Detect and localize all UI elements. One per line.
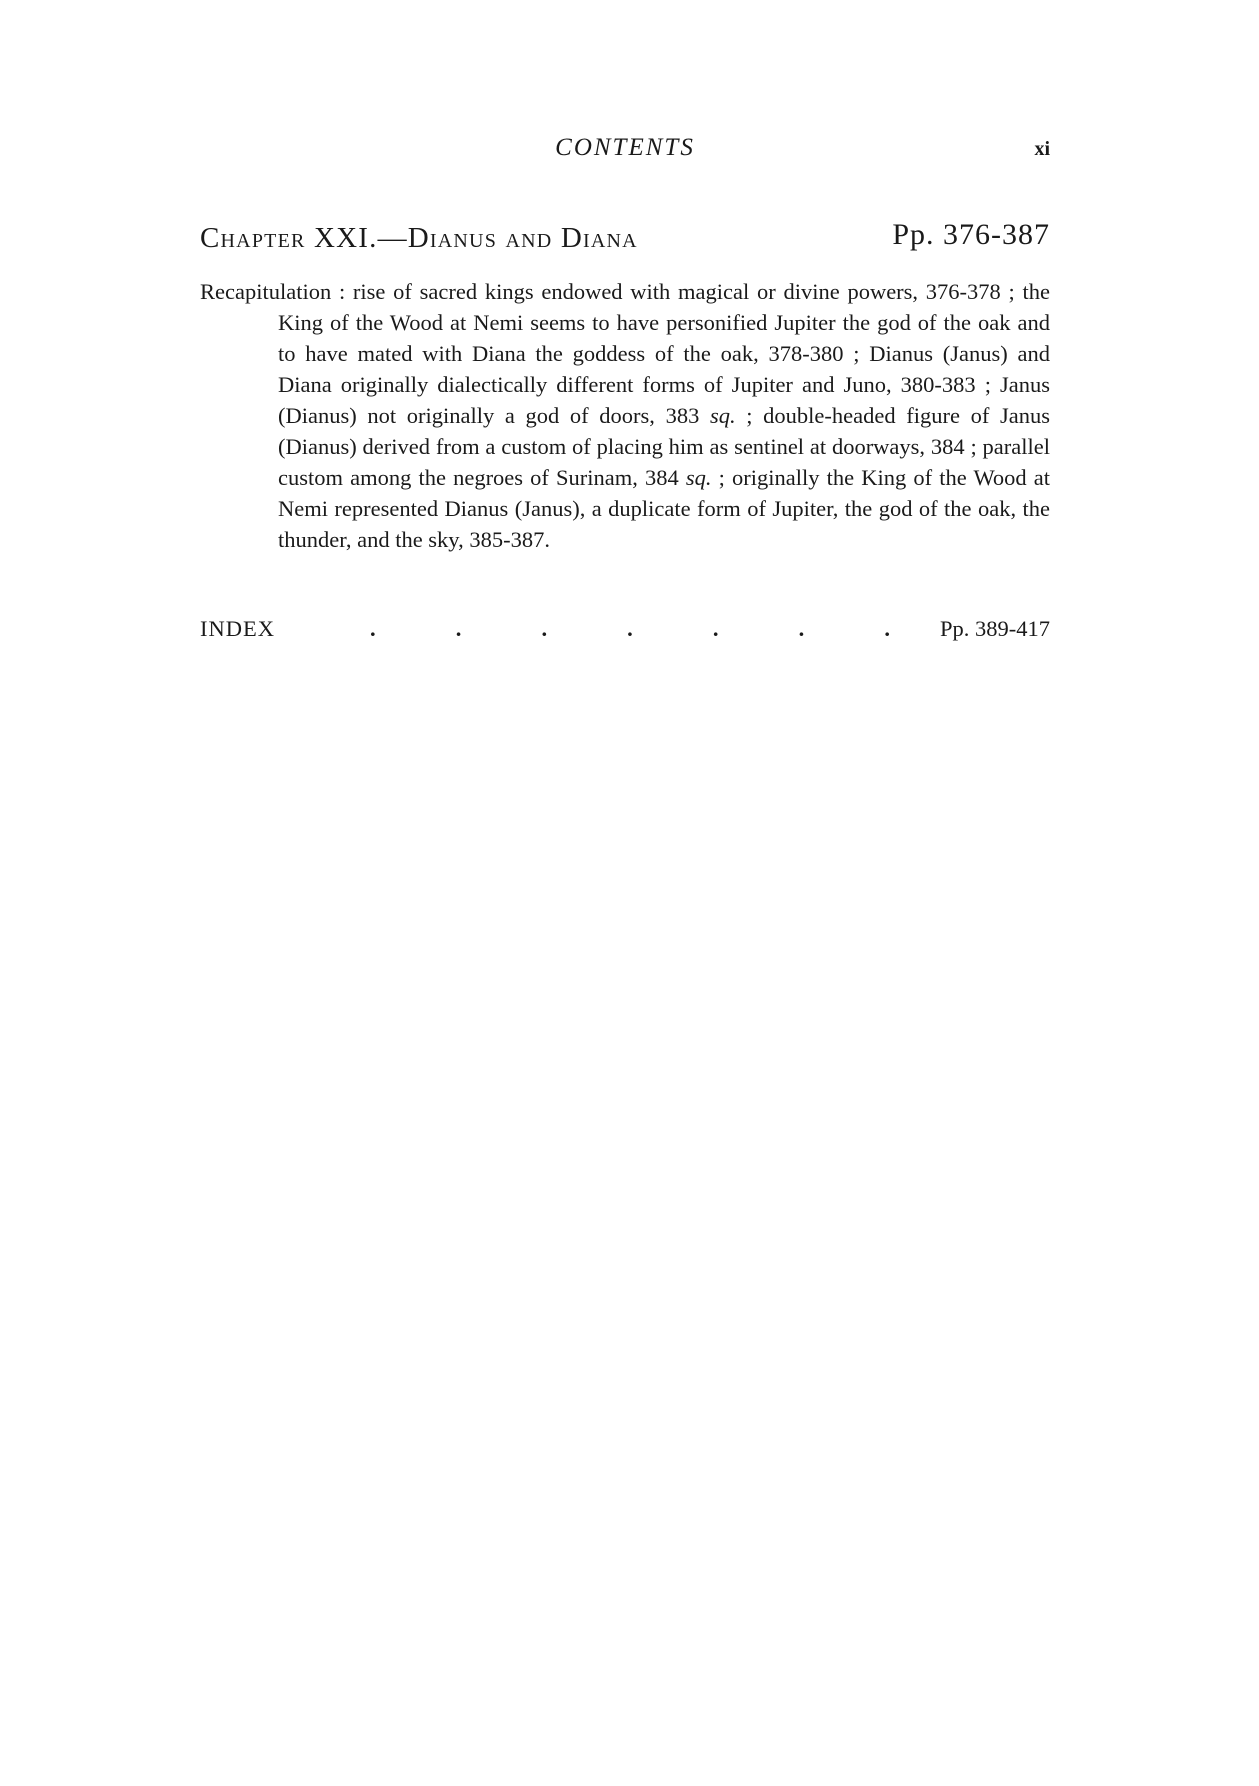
running-head (200, 134, 1050, 166)
index-page-range: Pp. 389-417 (939, 616, 1050, 641)
summary-text: ; originally the King of the Wood at Nemi represented Dianus (Janus), a duplicate form of Jupiter, the god of the oak, the thunder, and the sky, 385-387. (278, 465, 1050, 552)
running-title: CONTENTS (555, 134, 695, 161)
summary-abbrev: sq. (709, 403, 736, 428)
chapter-summary (200, 276, 1050, 555)
summary-text: ; double-headed figure of Janus (Dianus) derived from a custom of placing him as sentinel at doorways, 384 ; parallel custom among the negroes of Surinam, 384 (278, 403, 1051, 490)
page-folio: xi (1034, 138, 1050, 160)
index-label: INDEX (200, 616, 275, 641)
chapter-title: Chapter XXI.—Dianus and Diana (200, 222, 638, 254)
dot-leaders (370, 616, 890, 642)
chapter-heading (200, 218, 1050, 258)
index-entry (200, 616, 1050, 648)
leader-dot: . (455, 616, 462, 641)
summary-text: Recapitulation : rise of sacred kings endowed with magical or divine powers, 376-378 ; the King of the Wood at Nemi seems to have personified Jupiter the god of the oak and to have mated with Diana the goddess of the oak, 378-380 ; Dianus (Janus) and Diana originally dialectically different forms of Jupiter and Juno, 380-383 ; Janus (Dianus) not originally a god of doors, 383 (200, 279, 1050, 428)
leader-dot: . (541, 616, 548, 641)
leader-dot: . (798, 616, 805, 641)
summary-abbrev: sq. (685, 465, 712, 490)
leader-dot: . (712, 616, 719, 641)
leader-dot: . (370, 616, 376, 641)
leader-dot: . (627, 616, 633, 641)
leader-dot: . (884, 616, 890, 641)
chapter-page-range: Pp. 376-387 (892, 218, 1050, 251)
